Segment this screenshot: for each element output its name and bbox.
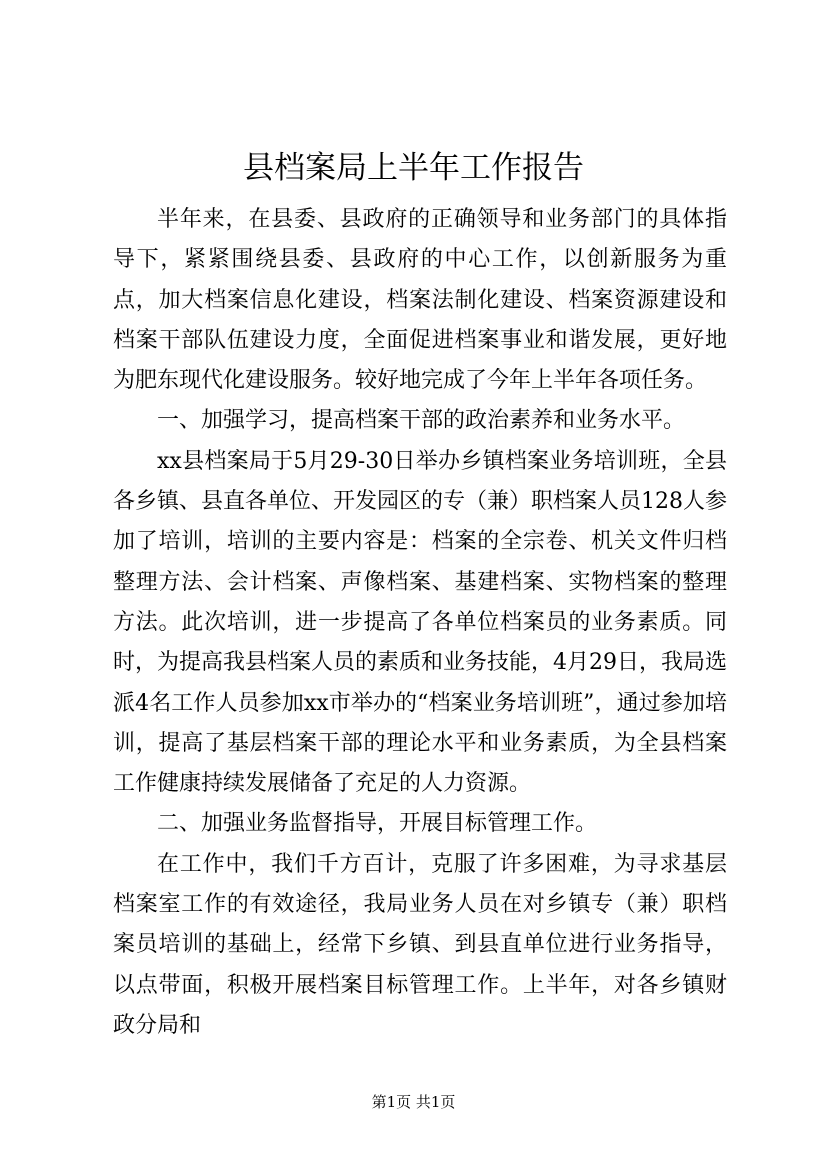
document-body [113,200,727,1046]
section-heading-2: 二、加强业务监督指导，开展目标管理工作。 [157,811,598,837]
section-heading-1: 一、加强学习，提高档案干部的政治素养和业务水平。 [157,408,686,434]
paragraph-intro: 半年来，在县委、县政府的正确领导和业务部门的具体指导下，紧紧围绕县委、县政府的中心工作，以创新服务为重点，加大档案信息化建设，档案法制化建设、档案资源建设和档案干部队伍建设力度，全面促进档案事业和谐发展，更好地为肥东现代化建设服务。较好地完成了今年上半年各项任务。 [113,207,727,394]
paragraph-supervision: 在工作中，我们千方百计，克服了许多困难，为寻求基层档案室工作的有效途径，我局业务人员在对乡镇专（兼）职档案员培训的基础上，经常下乡镇、到县直单位进行业务指导，以点带面，积极开展档案目标管理工作。上半年，对各乡镇财政分局和 [113,851,727,1038]
document-title: 县档案局上半年工作报告 [243,150,584,186]
page-number-footer: 第1页 共1页 [371,1093,456,1111]
paragraph-training: xx县档案局于5月29-30日举办乡镇档案业务培训班，全县各乡镇、县直各单位、开发园区的专（兼）职档案人员128人参加了培训，培训的主要内容是：档案的全宗卷、机关文件归档整理方法、会计档案、声像档案、基建档案、实物档案的整理方法。此次培训，进一步提高了各单位档案员的业务素质。同时，为提高我县档案人员的素质和业务技能，4月29日，我局选派4名工作人员参加xx市举办的“档案业务培训班”，通过参加培训，提高了基层档案干部的理论水平和业务素质，为全县档案工作健康持续发展储备了充足的人力资源。 [113,448,727,797]
